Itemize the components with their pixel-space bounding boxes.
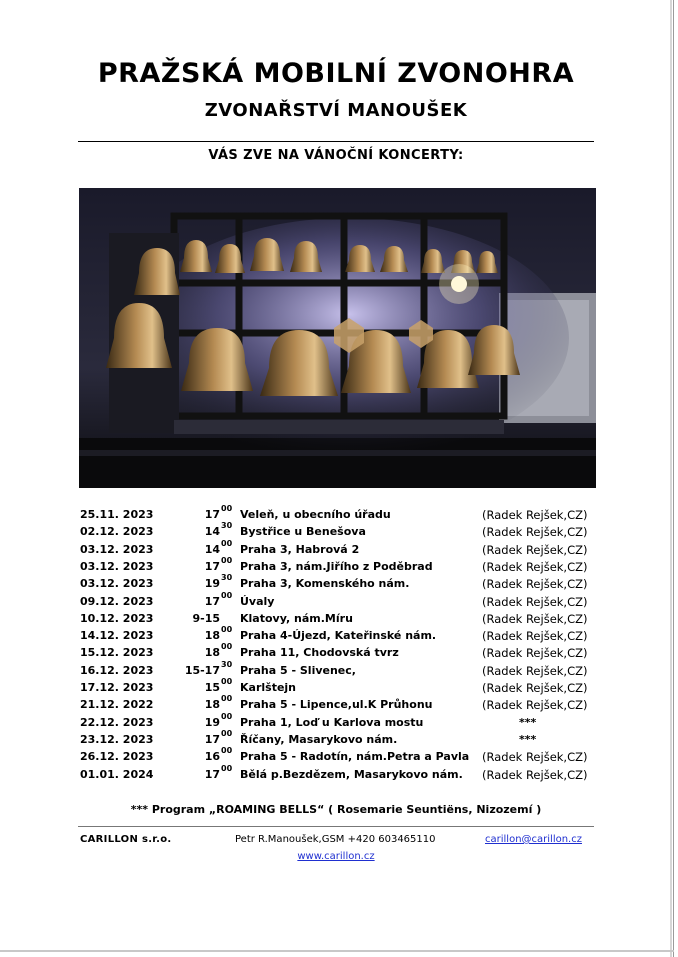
concert-time: 18: [204, 698, 220, 712]
company-name: CARILLON s.r.o.: [80, 834, 172, 845]
concert-time-minutes: 00: [221, 625, 233, 635]
concert-performer: ***: [519, 732, 537, 746]
concert-date: 23.12. 2023: [80, 732, 154, 746]
concert-row: [0, 765, 672, 782]
concert-row: [0, 661, 672, 678]
concert-performer: (Radek Rejšek,CZ): [482, 594, 588, 609]
concert-date: 03.12. 2023: [80, 559, 154, 573]
concert-time-minutes: 00: [221, 711, 233, 721]
concert-row: [0, 609, 672, 626]
header-divider: [78, 141, 594, 142]
concert-performer: (Radek Rejšek,CZ): [482, 611, 588, 626]
concert-performer: (Radek Rejšek,CZ): [482, 525, 588, 540]
invitation-text: VÁS ZVE NA VÁNOČNÍ KONCERTY:: [208, 148, 464, 163]
concert-performer: (Radek Rejšek,CZ): [482, 663, 588, 678]
concert-performer: (Radek Rejšek,CZ): [482, 542, 588, 557]
concert-date: 02.12. 2023: [80, 525, 154, 539]
concert-time: 17: [204, 732, 220, 746]
concert-performer: (Radek Rejšek,CZ): [482, 629, 588, 644]
page-edge-right-dark: [673, 0, 674, 957]
concert-time: 15: [204, 681, 220, 694]
concert-time: 14: [204, 525, 220, 539]
carillon-bells-photo: [79, 188, 596, 488]
concert-performer: (Radek Rejšek,CZ): [482, 698, 588, 713]
concert-venue: Praha 5 - Lipence,ul.K Průhonu: [240, 698, 433, 712]
concert-venue: Praha 3, Komenského nám.: [240, 577, 410, 591]
concert-row: [0, 540, 672, 557]
concert-time: 16: [204, 750, 220, 764]
concert-time: 17: [204, 767, 220, 781]
concert-time: 19: [204, 577, 220, 591]
concert-date: 22.12. 2023: [80, 715, 154, 729]
concert-row: [0, 747, 672, 764]
concert-date: 26.12. 2023: [80, 750, 154, 764]
email-link[interactable]: carillon@carillon.cz: [485, 834, 582, 845]
concert-row: [0, 557, 672, 574]
concert-date: 21.12. 2022: [80, 698, 154, 712]
concert-row: [0, 522, 672, 539]
concert-time: 19: [204, 715, 220, 729]
page-subtitle: ZVONAŘSTVÍ MANOUŠEK: [204, 100, 468, 121]
concert-time-minutes: 00: [221, 590, 233, 600]
concert-venue: Říčany, Masarykovo nám.: [240, 732, 398, 746]
concert-venue: Praha 11, Chodovská tvrz: [240, 646, 399, 660]
concert-time: 18: [204, 629, 220, 643]
concert-row: [0, 574, 672, 591]
concert-row: [0, 713, 672, 730]
concert-time: 14: [204, 542, 220, 556]
concert-venue: Bystřice u Benešova: [240, 525, 366, 539]
concert-time-minutes: 30: [221, 659, 233, 669]
concert-time-minutes: 30: [221, 521, 233, 531]
concert-date: 15.12. 2023: [80, 646, 154, 660]
footer-divider: [78, 826, 594, 827]
concert-row: [0, 695, 672, 712]
concert-venue: Úvaly: [240, 594, 275, 608]
concert-row: [0, 592, 672, 609]
concert-row: [0, 678, 672, 695]
concert-time: 17: [204, 594, 220, 608]
concert-row: [0, 730, 672, 747]
concert-venue: Praha 3, nám.Jiřího z Poděbrad: [240, 559, 433, 573]
concert-performer: ***: [519, 715, 537, 729]
page-edge-bottom: [0, 950, 674, 952]
concert-time-minutes: 00: [221, 677, 233, 686]
concert-venue: Bělá p.Bezdězem, Masarykovo nám.: [240, 767, 463, 781]
concert-date: 09.12. 2023: [80, 594, 154, 608]
concert-date: 03.12. 2023: [80, 577, 154, 591]
concert-time-minutes: 00: [221, 694, 233, 704]
concert-date: 17.12. 2023: [80, 681, 154, 694]
concert-venue: Veleň, u obecního úřadu: [240, 508, 391, 521]
concert-venue: Klatovy, nám.Míru: [240, 611, 353, 625]
concert-time-minutes: 00: [221, 555, 233, 565]
contact-phone: Petr R.Manoušek,GSM +420 603465110: [235, 834, 436, 845]
concert-time-minutes: 00: [221, 746, 233, 756]
concert-performer: (Radek Rejšek,CZ): [482, 681, 588, 695]
concert-time: 9-15: [192, 611, 220, 625]
program-note: *** Program „ROAMING BELLS“ ( Rosemarie Seuntiëns, Nizozemí ): [130, 803, 542, 816]
concert-performer: (Radek Rejšek,CZ): [482, 559, 588, 574]
concert-date: 01.01. 2024: [80, 767, 154, 781]
concert-venue: Praha 3, Habrová 2: [240, 542, 360, 556]
concert-time-minutes: 00: [221, 504, 233, 513]
concert-venue: Karlštejn: [240, 681, 297, 694]
concert-date: 10.12. 2023: [80, 611, 154, 625]
concert-venue: Praha 4-Újezd, Kateřinské nám.: [240, 629, 437, 643]
concert-date: 25.11. 2023: [80, 508, 154, 521]
concert-time-minutes: 00: [221, 763, 233, 773]
concert-performer: (Radek Rejšek,CZ): [482, 646, 588, 661]
concert-time-minutes: 00: [221, 642, 233, 652]
concert-venue: Praha 5 - Slivenec,: [240, 663, 356, 677]
concert-date: 03.12. 2023: [80, 542, 154, 556]
concert-time: 17: [204, 559, 220, 573]
concert-date: 16.12. 2023: [80, 663, 154, 677]
concert-row: [0, 643, 672, 660]
concert-time: 18: [204, 646, 220, 660]
concert-performer: (Radek Rejšek,CZ): [482, 577, 588, 592]
concert-date: 14.12. 2023: [80, 629, 154, 643]
concert-performer: (Radek Rejšek,CZ): [482, 750, 588, 765]
concert-performer: (Radek Rejšek,CZ): [482, 767, 588, 782]
page-title: PRAŽSKÁ MOBILNÍ ZVONOHRA: [97, 58, 575, 89]
concert-time-minutes: 00: [221, 538, 233, 548]
concert-row: [0, 626, 672, 643]
concert-performer: (Radek Rejšek,CZ): [482, 508, 588, 522]
website-link[interactable]: www.carillon.cz: [297, 851, 375, 862]
concert-time: 17: [204, 508, 220, 521]
concert-venue: Praha 1, Loď u Karlova mostu: [240, 715, 424, 729]
concert-venue: Praha 5 - Radotín, nám.Petra a Pavla: [240, 750, 470, 764]
concert-time-minutes: 00: [221, 728, 233, 738]
concert-time-minutes: 30: [221, 573, 233, 583]
concert-time: 15-17: [184, 663, 220, 677]
concert-row: [0, 505, 672, 522]
